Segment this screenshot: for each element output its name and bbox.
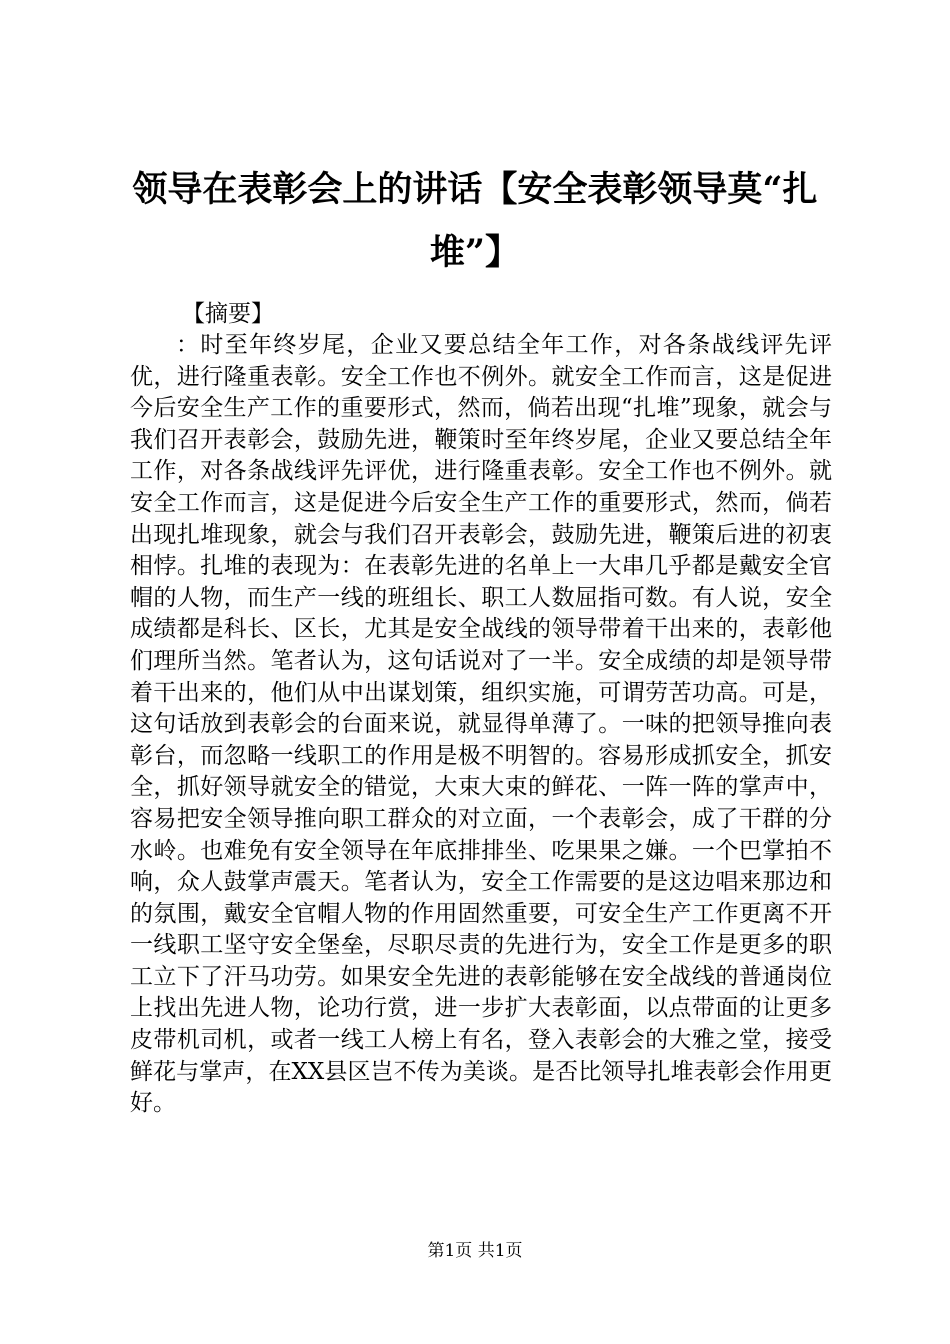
page-footer: 第1页 共1页 xyxy=(427,1241,523,1261)
document-title: 领导在表彰会上的讲话【安全表彰领导莫“扎堆”】 xyxy=(132,169,818,273)
abstract-body: ：时至年终岁尾，企业又要总结全年工作，对各条战线评先评优，进行隆重表彰。安全工作也不例外。就安全工作而言，这是促进今后安全生产工作的重要形式，然而，倘若出现“扎堆”现象，就会与我们召开表彰会，鼓励先进，鞭策时至年终岁尾，企业又要总结全年工作，对各条战线评先评优，进行隆重表彰。安全工作也不例外。就安全工作而言，这是促进今后安全生产工作的重要形式，然而，倘若出现扎堆现象，就会与我们召开表彰会，鼓励先进，鞭策后进的初衷相悖。扎堆的表现为：在表彰先进的名单上一大串几乎都是戴安全官帽的人物，而生产一线的班组长、职工人数屈指可数。有人说，安全成绩都是科长、区长，尤其是安全战线的领导带着干出来的，表彰他们理所当然。笔者认为，这句话说对了一半。安全成绩的却是领导带着干出来的，他们从中出谋划策，组织实施，可谓劳苦功高。可是，这句话放到表彰会的台面来说，就显得单薄了。一味的把领导推向表彰台，而忽略一线职工的作用是极不明智的。容易形成抓安全，抓安全，抓好领导就安全的错觉，大束大束的鲜花、一阵一阵的掌声中，容易把安全领导推向职工群众的对立面，一个表彰会，成了干群的分水岭。也难免有安全领导在年底排排坐、吃果果之嫌。一个巴掌拍不响，众人鼓掌声震天。笔者认为，安全工作需要的是这边唱来那边和的氛围，戴安全官帽人物的作用固然重要，可安全生产工作更离不开一线职工坚守安全堡垒，尽职尽责的先进行为，安全工作是更多的职工立下了汗马功劳。如果安全先进的表彰能够在安全战线的普通岗位上找出先进人物，论功行赏，进一步扩大表彰面，以点带面的让更多皮带机司机，或者一线工人榜上有名，登入表彰会的大雅之堂，接受鲜花与掌声，在XX县区岂不传为美谈。是否比领导扎堆表彰会作用更好。 xyxy=(130,332,832,1117)
abstract-label: 【摘要】 xyxy=(182,301,274,327)
